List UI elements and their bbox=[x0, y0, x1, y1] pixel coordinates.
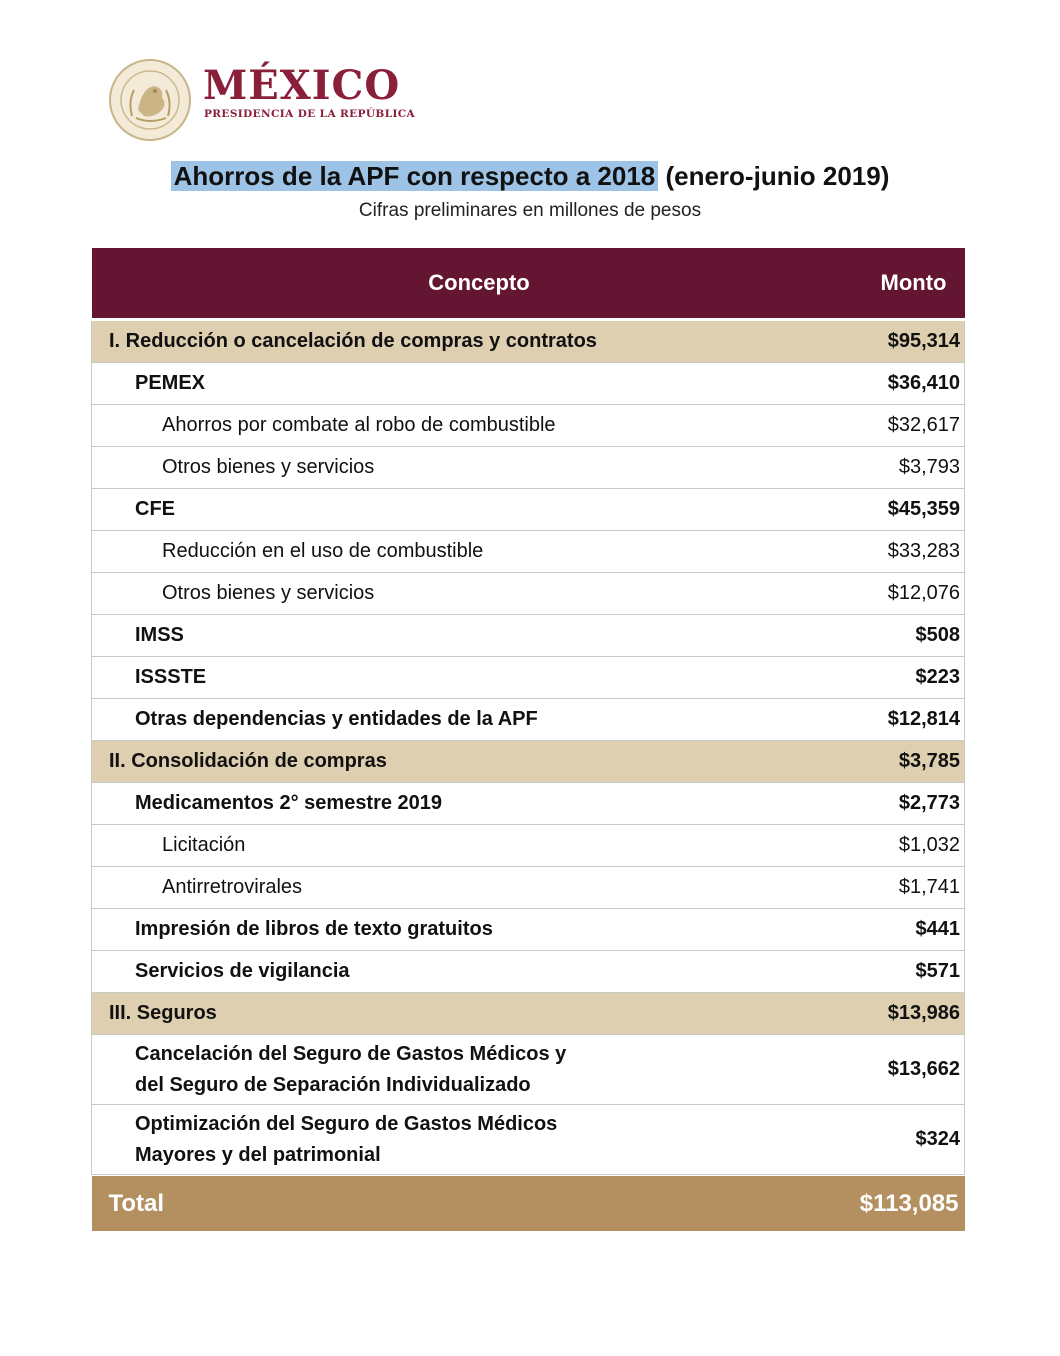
amount-cell: $36,410 bbox=[747, 363, 965, 405]
coat-of-arms-seal-icon bbox=[108, 58, 192, 142]
concept-cell: Cancelación del Seguro de Gastos Médicos y del Seguro de Separación Individualizado bbox=[92, 1035, 747, 1105]
concept-cell: Optimización del Seguro de Gastos Médicos Mayores y del patrimonial bbox=[92, 1105, 747, 1175]
section-row bbox=[92, 741, 965, 783]
document-title bbox=[0, 157, 1060, 195]
concept-cell: CFE bbox=[92, 489, 747, 531]
column-header-amount: Monto bbox=[747, 248, 965, 320]
total-row bbox=[92, 1176, 965, 1231]
detail-row bbox=[92, 825, 965, 867]
title-period: (enero-junio 2019) bbox=[658, 161, 890, 191]
concept-cell: Ahorros por combate al robo de combustible bbox=[92, 405, 747, 447]
concept-cell: IMSS bbox=[92, 615, 747, 657]
amount-cell: $3,785 bbox=[747, 741, 965, 783]
section-row bbox=[92, 993, 965, 1035]
amount-cell: $508 bbox=[747, 615, 965, 657]
table-header-row bbox=[92, 248, 965, 320]
detail-row bbox=[92, 405, 965, 447]
amount-cell: $32,617 bbox=[747, 405, 965, 447]
concept-cell: Reducción en el uso de combustible bbox=[92, 531, 747, 573]
column-header-concept: Concepto bbox=[92, 248, 747, 320]
concept-cell: PEMEX bbox=[92, 363, 747, 405]
concept-cell: Antirretrovirales bbox=[92, 867, 747, 909]
concept-cell: I. Reducción o cancelación de compras y contratos bbox=[92, 320, 747, 363]
document-subtitle: Cifras preliminares en millones de pesos bbox=[358, 200, 702, 221]
detail-row bbox=[92, 447, 965, 489]
concept-cell: Servicios de vigilancia bbox=[92, 951, 747, 993]
amount-cell: $1,741 bbox=[747, 867, 965, 909]
total-label: Total bbox=[92, 1176, 747, 1231]
amount-cell: $441 bbox=[747, 909, 965, 951]
category-row bbox=[92, 489, 965, 531]
category-row bbox=[92, 699, 965, 741]
amount-cell: $1,032 bbox=[747, 825, 965, 867]
category-row bbox=[92, 909, 965, 951]
category-row bbox=[92, 1105, 965, 1175]
table-body bbox=[92, 320, 965, 1232]
category-row bbox=[92, 1035, 965, 1105]
savings-table bbox=[91, 248, 965, 1231]
concept-cell: Impresión de libros de texto gratuitos bbox=[92, 909, 747, 951]
amount-cell: $12,814 bbox=[747, 699, 965, 741]
presidency-logo bbox=[108, 56, 418, 140]
logo-subtitle: PRESIDENCIA DE LA REPÚBLICA bbox=[204, 108, 416, 120]
category-row bbox=[92, 657, 965, 699]
amount-cell: $33,283 bbox=[747, 531, 965, 573]
concept-cell: Otros bienes y servicios bbox=[92, 447, 747, 489]
detail-row bbox=[92, 867, 965, 909]
detail-row bbox=[92, 573, 965, 615]
amount-cell: $13,662 bbox=[747, 1035, 965, 1105]
amount-cell: $223 bbox=[747, 657, 965, 699]
category-row bbox=[92, 951, 965, 993]
amount-cell: $324 bbox=[747, 1105, 965, 1175]
category-row bbox=[92, 363, 965, 405]
concept-cell: ISSSTE bbox=[92, 657, 747, 699]
concept-cell: III. Seguros bbox=[92, 993, 747, 1035]
concept-cell: Medicamentos 2° semestre 2019 bbox=[92, 783, 747, 825]
section-row bbox=[92, 320, 965, 363]
amount-cell: $12,076 bbox=[747, 573, 965, 615]
amount-cell: $13,986 bbox=[747, 993, 965, 1035]
logo-title: MÉXICO bbox=[203, 62, 401, 109]
concept-cell: II. Consolidación de compras bbox=[92, 741, 747, 783]
amount-cell: $3,793 bbox=[747, 447, 965, 489]
category-row bbox=[92, 615, 965, 657]
total-amount: $113,085 bbox=[747, 1176, 965, 1231]
concept-cell: Licitación bbox=[92, 825, 747, 867]
category-row bbox=[92, 783, 965, 825]
concept-cell: Otros bienes y servicios bbox=[92, 573, 747, 615]
amount-cell: $571 bbox=[747, 951, 965, 993]
detail-row bbox=[92, 531, 965, 573]
concept-cell: Otras dependencias y entidades de la APF bbox=[92, 699, 747, 741]
amount-cell: $2,773 bbox=[747, 783, 965, 825]
title-highlighted: Ahorros de la APF con respecto a 2018 bbox=[171, 161, 659, 191]
amount-cell: $95,314 bbox=[747, 320, 965, 363]
amount-cell: $45,359 bbox=[747, 489, 965, 531]
